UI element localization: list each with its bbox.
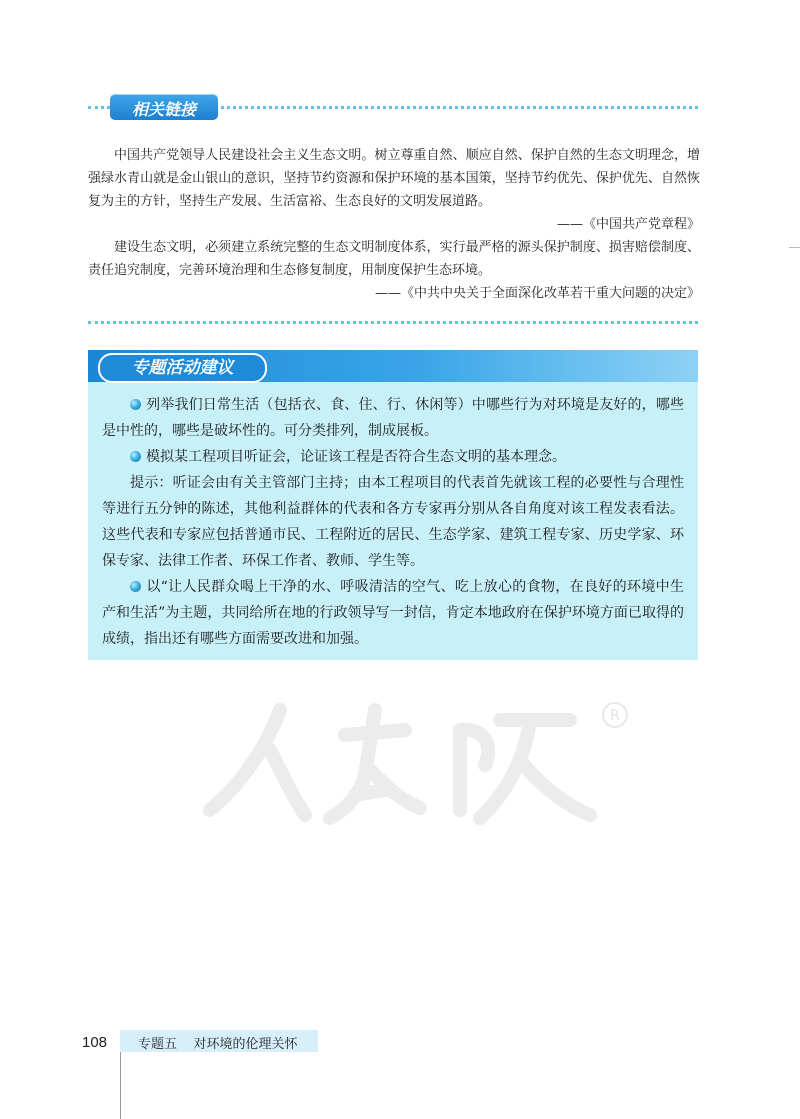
bottom-dotted-divider: [88, 321, 698, 324]
page-edge-mark: [789, 247, 800, 248]
activity-item-1: [102, 392, 684, 444]
activity-hint: 提示：听证会由有关主管部门主持；由本工程项目的代表首先就该工程的必要性与合理性等进行五分钟的陈述，其他利益群体的代表和各方专家再分别从各自角度对该工程发表看法。这些代表和专家应包括普通市民、工程附近的居民、生态学家、建筑工程专家、历史学家、环保专家、法律工作者、环保工作者、教师、学生等。: [102, 475, 684, 569]
activity-item-3: [102, 574, 684, 652]
related-links-tag: [110, 94, 218, 120]
activity-content: [102, 392, 684, 652]
bullet-icon: [130, 399, 141, 410]
activity-item-3-text: 以“让人民群众喝上干净的水、呼吸清洁的空气、吃上放心的食物，在良好的环境中生产和生活”为主题，共同给所在地的行政领导写一封信，肯定本地政府在保护环境方面已取得的成绩，指出还有哪些方面需要改进和加强。: [102, 579, 684, 647]
related-links-label: 相关链接: [131, 100, 196, 119]
page-number: 108: [82, 1034, 108, 1051]
svg-text:R: R: [610, 708, 620, 724]
bullet-icon: [130, 451, 141, 462]
activity-item-1-text: 列举我们日常生活（包括衣、食、住、行、休闲等）中哪些行为对环境是友好的，哪些是中性的，哪些是破坏性的。可分类排列，制成展板。: [102, 397, 684, 439]
activity-header-bar: [88, 350, 698, 382]
publisher-watermark-logo: [170, 690, 640, 840]
related-links-source-1: ——《中国共产党章程》: [556, 217, 700, 232]
activity-item-2-text: 模拟某工程项目听证会，论证该工程是否符合生态文明的基本理念。: [146, 449, 566, 465]
activity-item-2: [102, 444, 684, 470]
related-links-paragraph-1: 中国共产党领导人民建设社会主义生态文明。树立尊重自然、顺应自然、保护自然的生态文明理念，增强绿水青山就是金山银山的意识，坚持节约资源和保护环境的基本国策，坚持节约优先、保护优先、自然恢复为主的方针，坚持生产发展、生活富裕、生态良好的文明发展道路。: [88, 148, 700, 209]
bullet-icon: [130, 581, 141, 592]
related-links-paragraph-2: 建设生态文明，必须建立系统完整的生态文明制度体系，实行最严格的源头保护制度、损害赔偿制度、责任追究制度，完善环境治理和生态修复制度，用制度保护生态环境。: [88, 240, 700, 278]
related-links-source-2: ——《中共中央关于全面深化改革若干重大问题的决定》: [374, 286, 700, 301]
chapter-title: 专题五 对环境的伦理关怀: [138, 1037, 298, 1052]
related-links-text: [88, 144, 700, 305]
activity-title: 专题活动建议: [98, 353, 267, 383]
activity-suggestions-box: [88, 350, 698, 660]
